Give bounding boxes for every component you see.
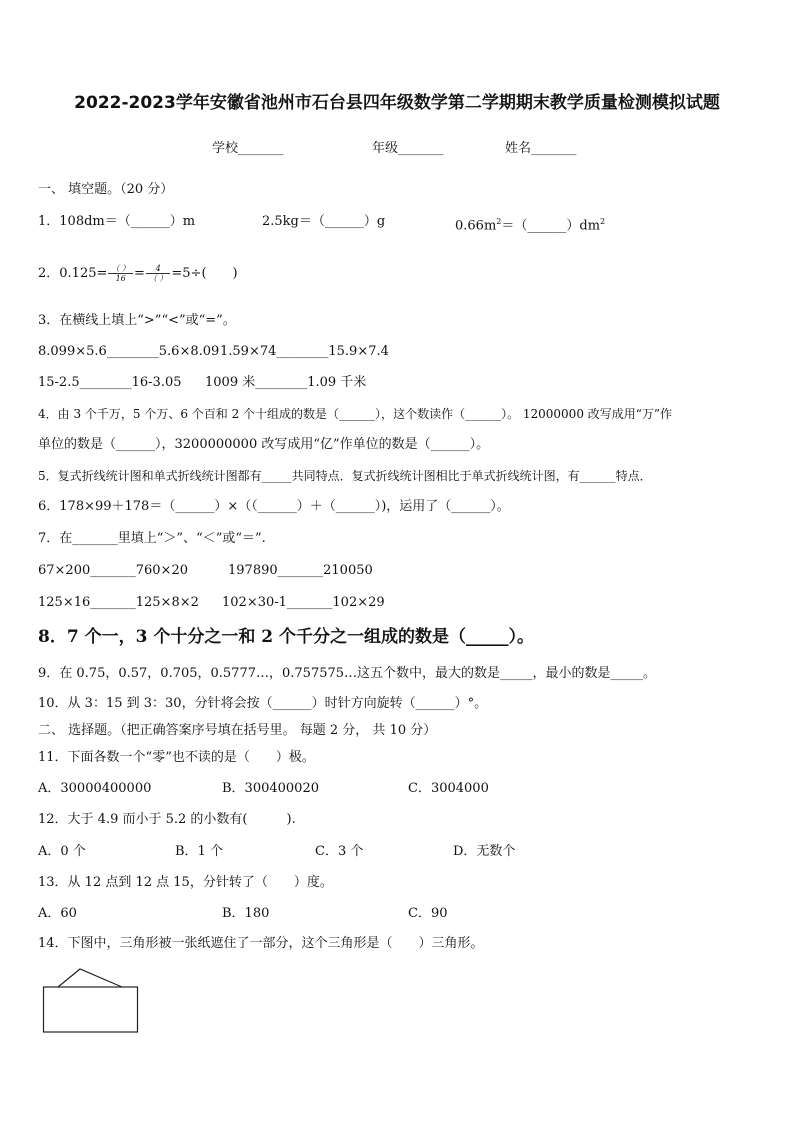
covering-paper: [44, 987, 138, 1032]
question-7-stem: 7．在_______里填上“＞”、“＜”或“＝”.: [38, 531, 266, 546]
question-9: 9．在 0.75，0.57，0.705，0.5777…，0.757575…这五个数中，最大的数是_____，最小的数是_____。: [38, 666, 657, 681]
question-10: 10．从 3：15 到 3：30，分针将会按（______）时针方向旋转（______）°。: [38, 696, 488, 711]
question-3-item-1: 8.099×5.6________5.6×8.09: [38, 344, 220, 359]
section-1-heading: 一、 填空题。（20 分）: [38, 182, 174, 197]
question-1a: 1．108dm＝（______）m: [38, 214, 196, 229]
triangle-visible-tip: [58, 969, 122, 987]
question-12-option-c: C．3 个: [315, 844, 364, 859]
question-4-line-1: 4．由 3 个千万，5 个万、6 个百和 2 个十组成的数是（______），这个数读作（______）。 12000000 改写成用“万”作: [38, 407, 673, 421]
question-3-item-4: 1009 米________1.09 千米: [205, 375, 367, 390]
question-2: 2．0.125= $\frac{( )}{16}$ = $\frac{4}{( )}$ =5÷( ): [38, 264, 238, 283]
question-3-item-3: 15-2.5________16-3.05: [38, 375, 182, 390]
question-14-stem: 14．下图中，三角形被一张纸遮住了一部分，这个三角形是（ ）三角形。: [38, 936, 484, 951]
question-12-option-b: B．1 个: [175, 844, 223, 859]
question-8: 8．7 个一，3 个十分之一和 2 个千分之一组成的数是（_____）。: [38, 627, 534, 647]
question-7-item-3: 125×16_______125×8×2: [38, 595, 199, 610]
question-3-item-2: 1.59×74________15.9×7.4: [220, 344, 389, 359]
section-2-heading: 二、 选择题。（把正确答案序号填在括号里。 每题 2 分， 共 10 分）: [38, 723, 437, 738]
question-11-option-b: B．300400020: [222, 781, 319, 796]
fraction-2: $\frac{4}{( )}$: [146, 264, 171, 283]
question-7-item-2: 197890_______210050: [228, 563, 373, 578]
question-4-line-2: 单位的数是（______），3200000000 改写成用“亿”作单位的数是（______）。: [38, 437, 490, 452]
question-13-option-b: B．180: [222, 906, 270, 921]
page-title: 2022-2023学年安徽省池州市石台县四年级数学第二学期期末教学质量检测模拟试题: [74, 93, 720, 113]
question-13-stem: 13．从 12 点到 12 点 15，分针转了（ ）度。: [38, 875, 333, 890]
question-13-option-c: C．90: [408, 906, 448, 921]
question-11-stem: 11．下面各数一个“零”也不读的是（ ）极。: [38, 750, 315, 765]
question-11-option-c: C．3004000: [408, 781, 489, 796]
question-13-option-a: A．60: [38, 906, 77, 921]
name-field: 姓名_______: [505, 141, 577, 156]
fraction-1: $\frac{( )}{16}$: [108, 264, 133, 283]
question-12-stem: 12．大于 4.9 而小于 5.2 的小数有( ).: [38, 812, 296, 827]
question-7-item-4: 102×30-1_______102×29: [222, 595, 385, 610]
question-7-item-1: 67×200_______760×20: [38, 563, 188, 578]
question-12-option-d: D．无数个: [453, 844, 516, 859]
question-6: 6．178×99＋178＝（______）×（（______）＋（______）)，运用了（______）。: [38, 499, 510, 514]
question-1b: 2.5kg＝（______）g: [262, 214, 386, 229]
grade-field: 年级_______: [372, 141, 444, 156]
question-12-option-a: A．0 个: [38, 844, 86, 859]
school-field: 学校_______: [212, 141, 284, 156]
question-1c: $0.66m^2=(\_\_\_\_\_\_)dm^2$: [455, 217, 606, 234]
question-5: 5．复式折线统计图和单式折线统计图都有_____共同特点．复式折线统计图相比于单式折线统计图，有______特点．: [38, 469, 652, 483]
question-3-stem: 3．在横线上填上“>”“<”或“=”。: [38, 313, 236, 328]
question-11-option-a: A．30000400000: [38, 781, 152, 796]
covered-triangle-figure: [40, 964, 142, 1036]
